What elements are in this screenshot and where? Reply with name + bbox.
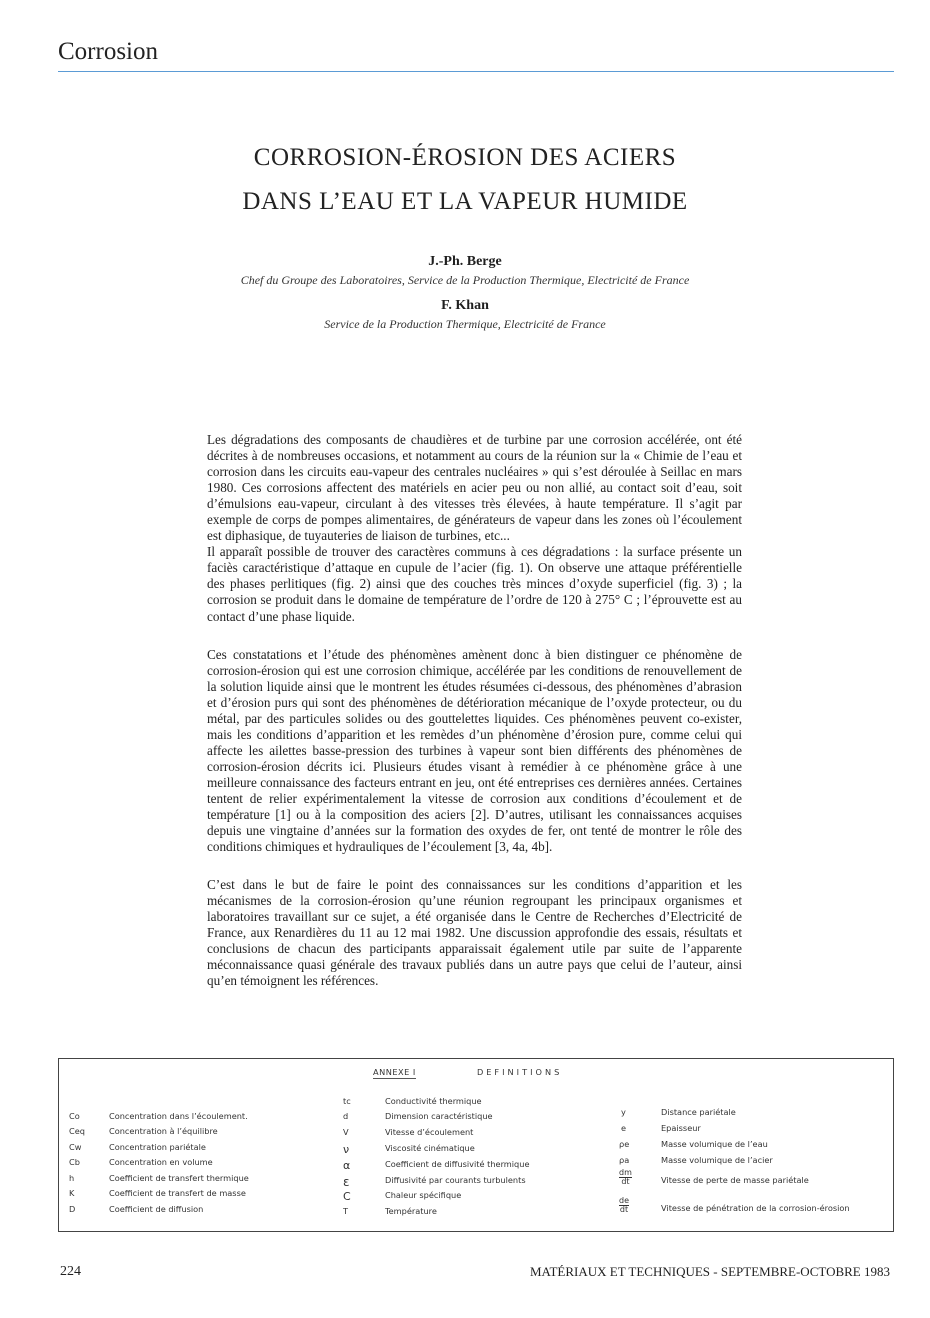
definition-text: Coefficient de transfert thermique — [109, 1173, 249, 1183]
definition-text: Vitesse de perte de masse pariétale — [661, 1175, 809, 1185]
journal-footer: MATÉRIAUX ET TECHNIQUES - SEPTEMBRE-OCTOBRE 1983 — [529, 1264, 890, 1279]
definitions-annex — [58, 1058, 894, 1232]
definition-text: Concentration en volume — [109, 1157, 213, 1167]
annex-title: DEFINITIONS — [476, 1067, 563, 1077]
definition-text: Masse volumique de l’eau — [661, 1139, 768, 1149]
definition-symbol: V — [343, 1127, 349, 1137]
definition-symbol: $\frac{dm}{dt}$ — [619, 1168, 632, 1186]
annex-heading — [373, 1067, 562, 1077]
definition-text: Epaisseur — [661, 1123, 701, 1133]
definition-text: Distance pariétale — [661, 1107, 736, 1117]
definition-symbol: Co — [69, 1111, 80, 1121]
definition-symbol: e — [621, 1123, 627, 1133]
definition-text: Diffusivité par courants turbulents — [385, 1175, 526, 1185]
definition-text: Viscosité cinématique — [385, 1143, 475, 1153]
definition-text: Concentration pariétale — [109, 1142, 206, 1152]
paragraph: Les dégradations des composants de chaudières et de turbine par une corrosion accélérée, ont été décrites à de nombreuses occasions, et notamment au cours de la réunion sur la « Chimie de l’eau et corrosion dans les circuits eau-vapeur des centrales nucléaires » qui s’est déroulée à Seillac en mars 1980. Ces corrosions affectent des matériels en acier peu ou non allié, au contact soit d’eau, soit d’émulsions eau-vapeur, circulant à des vitesses très élevées, à haute température. Il s’agit par exemple de corps de pompes alimentaires, de générateurs de vapeur dans les zones où l’écoulement est diphasique, de tuyauteries de liaison de turbines, etc... — [207, 432, 742, 544]
definition-text: Concentration dans l’écoulement. — [109, 1111, 248, 1121]
section-divider — [58, 71, 894, 72]
author-affiliation: Service de la Production Thermique, Electricité de France — [324, 317, 606, 331]
definition-symbol: tc — [343, 1096, 351, 1106]
definition-symbol: C — [343, 1190, 351, 1203]
definition-text: Vitesse d’écoulement — [385, 1127, 474, 1137]
author-name: J.-Ph. Berge — [428, 254, 502, 269]
definition-symbol: y — [621, 1107, 626, 1117]
author-affiliation: Chef du Groupe des Laboratoires, Service de la Production Thermique, Electricité de France — [240, 273, 690, 287]
definition-text: Coefficient de diffusion — [109, 1204, 204, 1214]
article-body — [207, 432, 742, 990]
definition-symbol: α — [343, 1159, 351, 1172]
definition-symbol: T — [343, 1206, 349, 1216]
paragraph: Il apparaît possible de trouver des caractères communs à ces dégradations : la surface présente un faciès caractéristique d’attaque en cupule de l’acier (fig. 1). On observe une attaque préférentielle des phases perlitiques (fig. 2) ainsi que des couches très minces d’oxyde superficiel (fig. 3) ; la corrosion se produit dans le domaine de température de l’ordre de 120 à 275° C ; l’éprouvette est au contact d’une phase liquide. — [207, 544, 742, 624]
annex-label: ANNEXE I — [373, 1067, 416, 1077]
definition-text: Dimension caractéristique — [385, 1111, 493, 1121]
definition-symbol: D — [69, 1204, 76, 1214]
definition-text: Vitesse de pénétration de la corrosion-érosion — [661, 1203, 850, 1213]
definition-symbol: ν — [343, 1143, 350, 1156]
definition-symbol: $\frac{de}{dt}$ — [619, 1196, 629, 1214]
definition-symbol: Ceq — [69, 1126, 85, 1136]
definition-symbol: d — [343, 1111, 349, 1121]
definition-text: Température — [385, 1206, 437, 1216]
definition-symbol: ρa — [619, 1155, 630, 1165]
definition-symbol: h — [69, 1173, 75, 1183]
page-number: 224 — [60, 1264, 81, 1279]
definition-text: Chaleur spécifique — [385, 1190, 462, 1200]
definition-symbol: ρe — [619, 1139, 630, 1149]
definition-text: Concentration à l’équilibre — [109, 1126, 218, 1136]
definition-text: Conductivité thermique — [385, 1096, 482, 1106]
paragraph: Ces constatations et l’étude des phénomènes amènent donc à bien distinguer ce phénomène de corrosion-érosion qui est une corrosion chimique, accélérée par les conditions de renouvellement de la solution liquide ainsi que le montrent les études résumées ci-dessous, des phénomènes d’abrasion et d’érosion purs qui sont des phénomènes de détérioration mécanique de l’oxyde protecteur, ou du métal, par des particules solides ou des gouttelettes liquides. Ces phénomènes peuvent co-exister, mais les conditions d’apparition et les remèdes d’un phénomène d’érosion pure, comme celui qui affecte les ailettes basse-pression des turbines à vapeur sont bien différents des phénomènes de corrosion-érosion décrits ici. Plusieurs études visant à remédier à ce phénomène grâce à une meilleure connaissance des facteurs entrant en jeu, ont été entreprises ces dernières années. Certaines tentent de relier expérimentalement la vitesse de corrosion aux conditions d’écoulement et de température [1] ou à la composition des aciers [2]. D’autres, utilisant les connaissances acquises depuis une vingtaine d’années sur la formation des oxydes de fer, ont tenté de montrer le rôle des conditions chimiques et hydrauliques de l’écoulement [3, 4a, 4b]. — [207, 646, 742, 855]
definition-symbol: Cw — [69, 1142, 82, 1152]
author-name: F. Khan — [441, 298, 489, 313]
definition-text: Coefficient de diffusivité thermique — [385, 1159, 530, 1169]
definition-text: Masse volumique de l’acier — [661, 1155, 773, 1165]
article-title-line2: DANS L’EAU ET LA VAPEUR HUMIDE — [242, 188, 688, 215]
definition-symbol: Cb — [69, 1157, 80, 1167]
paragraph: C’est dans le but de faire le point des connaissances sur les conditions d’apparition et les mécanismes de la corrosion-érosion qu’une réunion regroupant les principaux organismes et laboratoires travaillant sur ce sujet, a été organisée dans le Centre de Recherches d’Electricité de France, aux Renardières du 11 au 12 mai 1982. Une discussion approfondie des essais, résultats et conclusions de chacun des participants apparaissait également utile par suite de l’apparente méconnaissance quasi générale des travaux publiés dans un autre pays que celui de l’auteur, ainsi qu’en témoignent les références. — [207, 877, 742, 989]
definition-symbol: K — [69, 1188, 75, 1198]
definition-symbol: ε — [343, 1175, 350, 1189]
section-label: Corrosion — [58, 38, 158, 65]
definition-text: Coefficient de transfert de masse — [109, 1188, 246, 1198]
article-title-line1: CORROSION-ÉROSION DES ACIERS — [253, 144, 677, 171]
